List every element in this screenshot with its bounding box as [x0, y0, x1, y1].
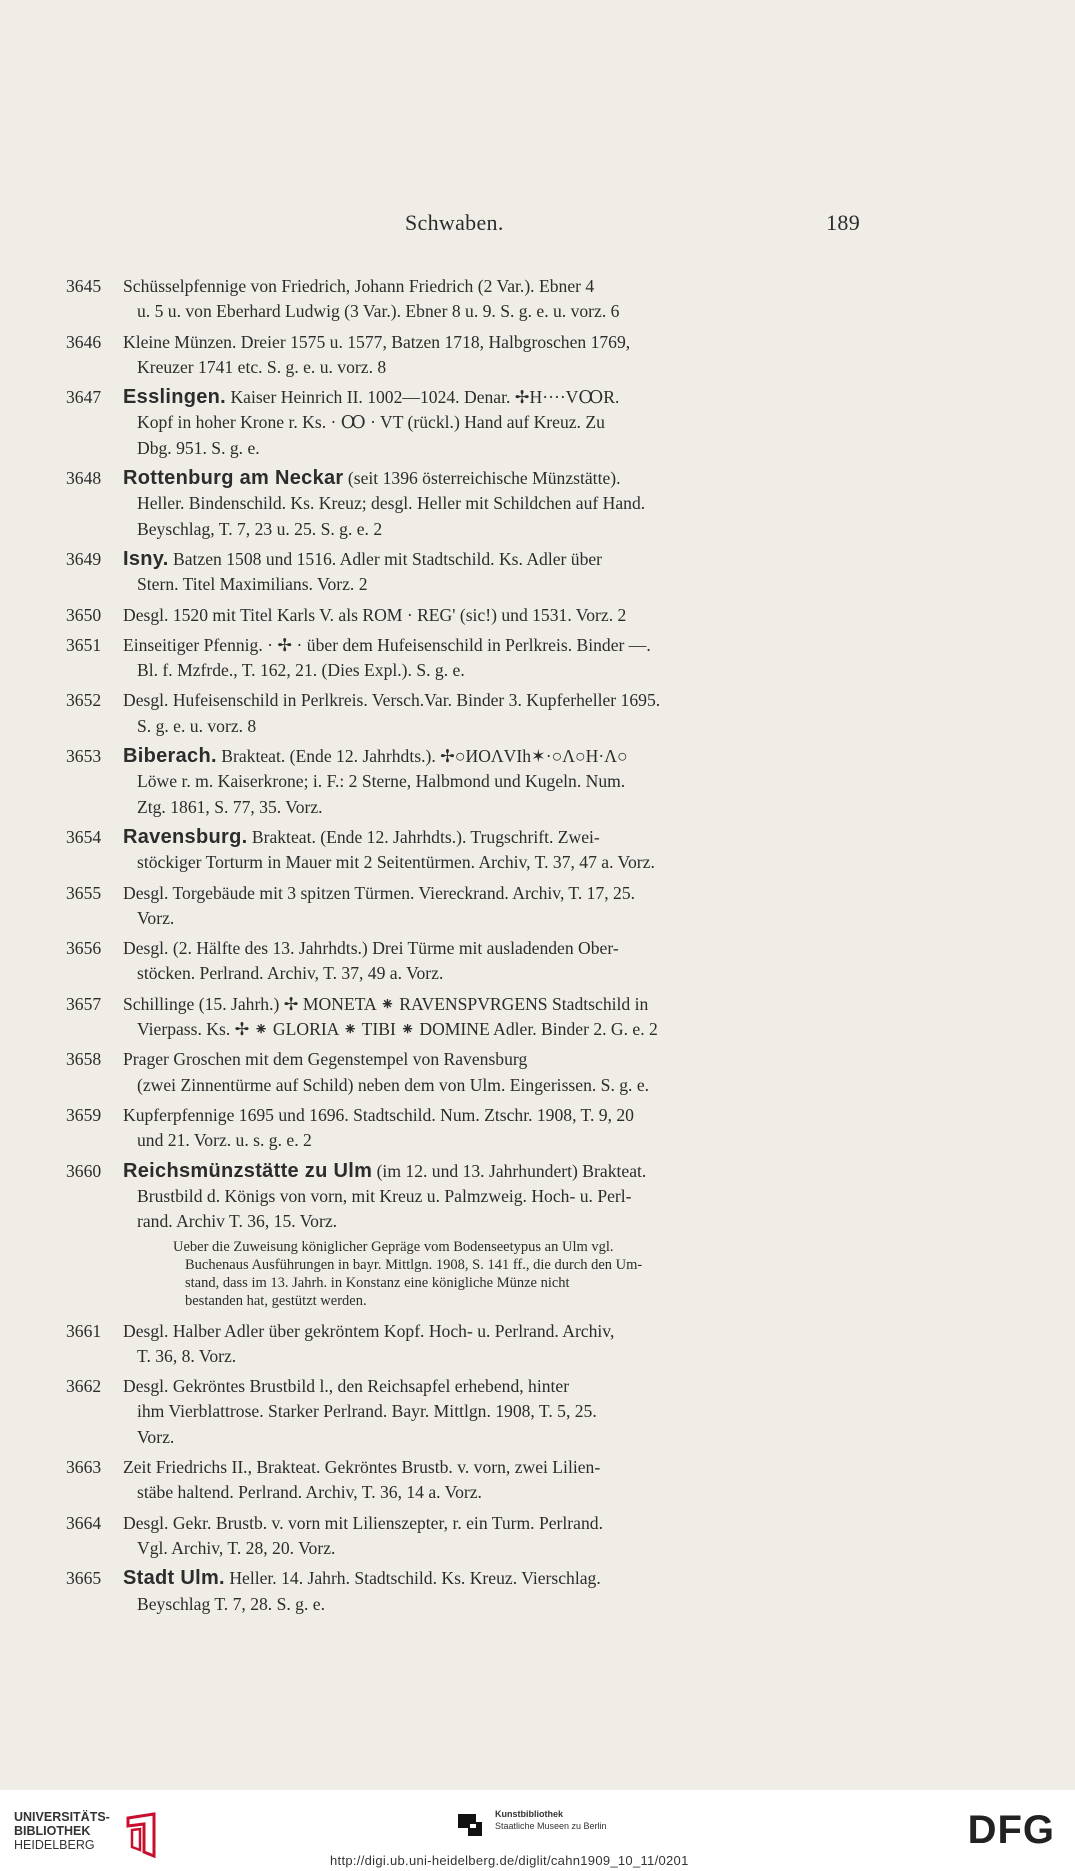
- entry-line: Vorz.: [137, 907, 175, 928]
- entry-text: [123, 274, 861, 325]
- entry-line: Vgl. Archiv, T. 28, 20. Vorz.: [137, 1537, 336, 1558]
- entry-number: 3648: [66, 468, 102, 489]
- catalogue-entry: [0, 992, 1075, 1043]
- entry-number: 3647: [66, 387, 102, 408]
- entry-number: 3662: [66, 1376, 102, 1397]
- entry-number: 3657: [66, 993, 102, 1014]
- entry-line: rand. Archiv T. 36, 15. Vorz.: [137, 1211, 338, 1232]
- catalogue-entry: [0, 744, 1075, 820]
- entry-text: [123, 1566, 861, 1617]
- entry-line: [123, 547, 861, 572]
- catalogue-entry: [0, 1374, 1075, 1450]
- entry-line: Desgl. Halber Adler über gekröntem Kopf. Hoch- u. Perlrand. Archiv,: [123, 1320, 615, 1341]
- catalogue-entry: [0, 1047, 1075, 1098]
- entry-text: [123, 547, 861, 598]
- entry-number: 3658: [66, 1049, 102, 1070]
- entry-number: 3646: [66, 331, 102, 352]
- catalogue-entry: [0, 688, 1075, 739]
- entry-line: Desgl. 1520 mit Titel Karls V. als ROM · REG' (sic!) und 1531. Vorz. 2: [123, 604, 627, 625]
- entry-line: S. g. e. u. vorz. 8: [137, 715, 257, 736]
- entry-line: Beyschlag, T. 7, 23 u. 25. S. g. e. 2: [137, 518, 383, 539]
- entry-text: [123, 466, 861, 542]
- entry-number: 3645: [66, 276, 102, 296]
- entry-text: [123, 881, 861, 932]
- entry-line-text: Brakteat. (Ende 12. Jahrhdts.). ✢○ИOΛVIh✶·○Λ○H·Λ○: [221, 746, 628, 767]
- entry-line: Stern. Titel Maximilians. Vorz. 2: [137, 574, 368, 595]
- entry-line: und 21. Vorz. u. s. g. e. 2: [137, 1130, 312, 1151]
- catalogue-entry: [0, 936, 1075, 987]
- entry-text: [123, 1159, 861, 1235]
- entry-text: [123, 1511, 861, 1562]
- catalogue-entry: [0, 330, 1075, 381]
- uni-line-2: BIBLIOTHEK: [14, 1824, 91, 1838]
- catalogue-entry: [0, 1566, 1075, 1617]
- entry-line: Kupferpfennige 1695 und 1696. Stadtschild. Num. Ztschr. 1908, T. 9, 20: [123, 1104, 634, 1125]
- entry-line: Löwe r. m. Kaiserkrone; i. F.: 2 Sterne, Halbmond und Kugeln. Num.: [137, 771, 626, 792]
- entry-line: Kleine Münzen. Dreier 1575 u. 1577, Batzen 1718, Halbgroschen 1769,: [123, 331, 631, 352]
- entry-line-text: Brakteat. (Ende 12. Jahrhdts.). Trugschrift. Zwei-: [251, 826, 600, 847]
- dfg-logo[interactable]: DFG: [967, 1808, 1055, 1852]
- entry-text: [123, 936, 861, 987]
- catalogue-entry: [0, 1319, 1075, 1370]
- catalogue-entry: [0, 1511, 1075, 1562]
- entry-heading: Esslingen.: [123, 386, 227, 409]
- kunstbibliothek-logo-icon[interactable]: [456, 1810, 486, 1840]
- running-title: Schwaben.: [405, 210, 504, 235]
- entry-text: [123, 1047, 861, 1098]
- kb-title: Kunstbibliothek: [495, 1809, 563, 1819]
- catalogue-entry: [0, 603, 1075, 628]
- footer-bar: [0, 1790, 1075, 1871]
- entry-number: 3654: [66, 826, 102, 847]
- university-mark-icon: [124, 1812, 160, 1860]
- entry-line: Vierpass. Ks. ✢ ⁕ GLORIA ⁕ TIBI ⁕ DOMINE Adler. Binder 2. G. e. 2: [137, 1019, 658, 1040]
- entry-text: [123, 1103, 861, 1154]
- footnote-line: stand, dass im 13. Jahrh. in Konstanz eine königliche Münze nicht: [185, 1274, 570, 1291]
- entry-number: 3651: [66, 634, 102, 655]
- university-library-logo[interactable]: [14, 1810, 154, 1862]
- entry-number: 3659: [66, 1104, 102, 1125]
- entry-number: 3665: [66, 1568, 102, 1589]
- entry-line: Schillinge (15. Jahrh.) ✢ MONETA ⁕ RAVENSPVRGENS Stadtschild in: [123, 993, 649, 1014]
- entry-line-text: (im 12. und 13. Jahrhundert) Brakteat.: [376, 1160, 647, 1181]
- uni-line-3: HEIDELBERG: [14, 1838, 95, 1852]
- entry-line: u. 5 u. von Eberhard Ludwig (3 Var.). Ebner 8 u. 9. S. g. e. u. vorz. 6: [137, 301, 620, 322]
- entry-line-text: Kaiser Heinrich II. 1002—1024. Denar. ✢H····VꝎR.: [230, 387, 620, 408]
- entry-line: Dbg. 951. S. g. e.: [137, 437, 260, 458]
- uni-line-1: UNIVERSITÄTS-: [14, 1810, 110, 1824]
- catalogue-entry: [0, 1159, 1075, 1235]
- page-number: 189: [826, 210, 860, 235]
- entry-line: Beyschlag T. 7, 28. S. g. e.: [137, 1593, 325, 1614]
- entry-line: [123, 1566, 861, 1591]
- entry-line-text: Heller. 14. Jahrh. Stadtschild. Ks. Kreuz. Vierschlag.: [229, 1568, 601, 1589]
- entry-line: T. 36, 8. Vorz.: [137, 1345, 237, 1366]
- entry-line: Kreuzer 1741 etc. S. g. e. u. vorz. 8: [137, 356, 387, 377]
- catalogue-entry: [0, 547, 1075, 598]
- entry-heading: Stadt Ulm.: [123, 1567, 225, 1590]
- catalogue-entries: [0, 274, 1075, 1622]
- entry-line: Brustbild d. Königs von vorn, mit Kreuz u. Palmzweig. Hoch- u. Perl-: [137, 1185, 632, 1206]
- entry-line: Desgl. Gekröntes Brustbild l., den Reichsapfel erhebend, hinter: [123, 1376, 570, 1397]
- entry-line: Bl. f. Mzfrde., T. 162, 21. (Dies Expl.). S. g. e.: [137, 660, 465, 681]
- entry-line: [123, 825, 861, 850]
- entry-line-text: (seit 1396 österreichische Münzstätte).: [347, 468, 621, 489]
- kb-subtitle: Staatliche Museen zu Berlin: [495, 1821, 607, 1831]
- entry-number: 3652: [66, 690, 102, 711]
- catalogue-entry: [0, 1455, 1075, 1506]
- entry-line: Vorz.: [137, 1426, 175, 1447]
- entry-heading: Ravensburg.: [123, 825, 248, 848]
- entry-text: [123, 1455, 861, 1506]
- entry-text: [123, 992, 861, 1043]
- entry-text: [123, 330, 861, 381]
- entry-line: stöckiger Torturm in Mauer mit 2 Seitentürmen. Archiv, T. 37, 47 a. Vorz.: [137, 852, 655, 873]
- entry-line: (zwei Zinnentürme auf Schild) neben dem von Ulm. Eingerissen. S. g. e.: [137, 1074, 650, 1095]
- entry-line: Desgl. (2. Hälfte des 13. Jahrhdts.) Drei Türme mit ausladenden Ober-: [123, 938, 619, 959]
- catalogue-entry: [0, 633, 1075, 684]
- entry-line: Ztg. 1861, S. 77, 35. Vorz.: [137, 796, 323, 817]
- entry-line: Heller. Bindenschild. Ks. Kreuz; desgl. Heller mit Schildchen auf Hand.: [137, 493, 646, 514]
- entry-line: Kopf in hoher Krone r. Ks. · Ꝏ · VT (rückl.) Hand auf Kreuz. Zu: [137, 412, 605, 433]
- entry-text: [123, 603, 861, 628]
- footnote-line: bestanden hat, gestützt werden.: [185, 1292, 367, 1309]
- footnote-line: Buchenaus Ausführungen in bayr. Mittlgn. 1908, S. 141 ff., die durch den Um-: [185, 1257, 643, 1274]
- kunstbibliothek-name: [495, 1808, 607, 1832]
- catalogue-entry: [0, 825, 1075, 876]
- entry-heading: Biberach.: [123, 745, 217, 768]
- entry-line: Schüsselpfennige von Friedrich, Johann Friedrich (2 Var.). Ebner 4: [123, 276, 595, 296]
- entry-text: [123, 744, 861, 820]
- entry-line: Desgl. Torgebäude mit 3 spitzen Türmen. Viereckrand. Archiv, T. 17, 25.: [123, 882, 636, 903]
- entry-text: [123, 1319, 861, 1370]
- entry-line: ihm Vierblattrose. Starker Perlrand. Bayr. Mittlgn. 1908, T. 5, 25.: [137, 1401, 597, 1422]
- entry-line: [123, 1159, 861, 1184]
- entry-line: [123, 385, 861, 410]
- catalogue-entry: [0, 466, 1075, 542]
- entry-line: [123, 466, 861, 491]
- catalogue-entry: [0, 881, 1075, 932]
- entry-number: 3653: [66, 746, 102, 767]
- permalink-url[interactable]: http://digi.ub.uni-heidelberg.de/diglit/cahn1909_10_11/0201: [330, 1853, 689, 1868]
- catalogue-entry: [0, 274, 1075, 325]
- entry-line: Prager Groschen mit dem Gegenstempel von Ravensburg: [123, 1049, 528, 1070]
- entry-line: Einseitiger Pfennig. · ✢ · über dem Hufeisenschild in Perlkreis. Binder —.: [123, 634, 651, 655]
- entry-number: 3660: [66, 1160, 102, 1181]
- entry-heading: Rottenburg am Neckar: [123, 467, 344, 490]
- catalogue-entry: [0, 385, 1075, 461]
- entry-line: stöcken. Perlrand. Archiv, T. 37, 49 a. Vorz.: [137, 963, 444, 984]
- catalogue-entry: [0, 1103, 1075, 1154]
- entry-text: [123, 633, 861, 684]
- entry-number: 3655: [66, 882, 102, 903]
- entry-text: [123, 385, 861, 461]
- entry-number: 3649: [66, 548, 102, 569]
- entry-text: [123, 1374, 861, 1450]
- entry-number: 3650: [66, 604, 102, 625]
- entry-number: 3664: [66, 1512, 102, 1533]
- entry-line: [123, 744, 861, 769]
- entry-heading: Isny.: [123, 547, 169, 570]
- entry-number: 3656: [66, 938, 102, 959]
- entry-line: Desgl. Gekr. Brustb. v. vorn mit Lilienszepter, r. ein Turm. Perlrand.: [123, 1512, 603, 1533]
- entry-number: 3661: [66, 1320, 102, 1341]
- entry-line: Desgl. Hufeisenschild in Perlkreis. Versch.Var. Binder 3. Kupferheller 1695.: [123, 690, 661, 711]
- entry-line: Zeit Friedrichs II., Brakteat. Gekröntes Brustb. v. vorn, zwei Lilien-: [123, 1457, 601, 1478]
- footnote-line: Ueber die Zuweisung königlicher Gepräge vom Bodenseetypus an Ulm vgl.: [173, 1239, 614, 1256]
- entry-text: [123, 688, 861, 739]
- entry-heading: Reichsmünzstätte zu Ulm: [123, 1159, 373, 1182]
- entry-line-text: Batzen 1508 und 1516. Adler mit Stadtschild. Ks. Adler über: [173, 548, 603, 569]
- entry-number: 3663: [66, 1457, 102, 1478]
- entry-line: stäbe haltend. Perlrand. Archiv, T. 36, 14 a. Vorz.: [137, 1482, 482, 1503]
- entry-footnote: [173, 1239, 861, 1310]
- entry-text: [123, 825, 861, 876]
